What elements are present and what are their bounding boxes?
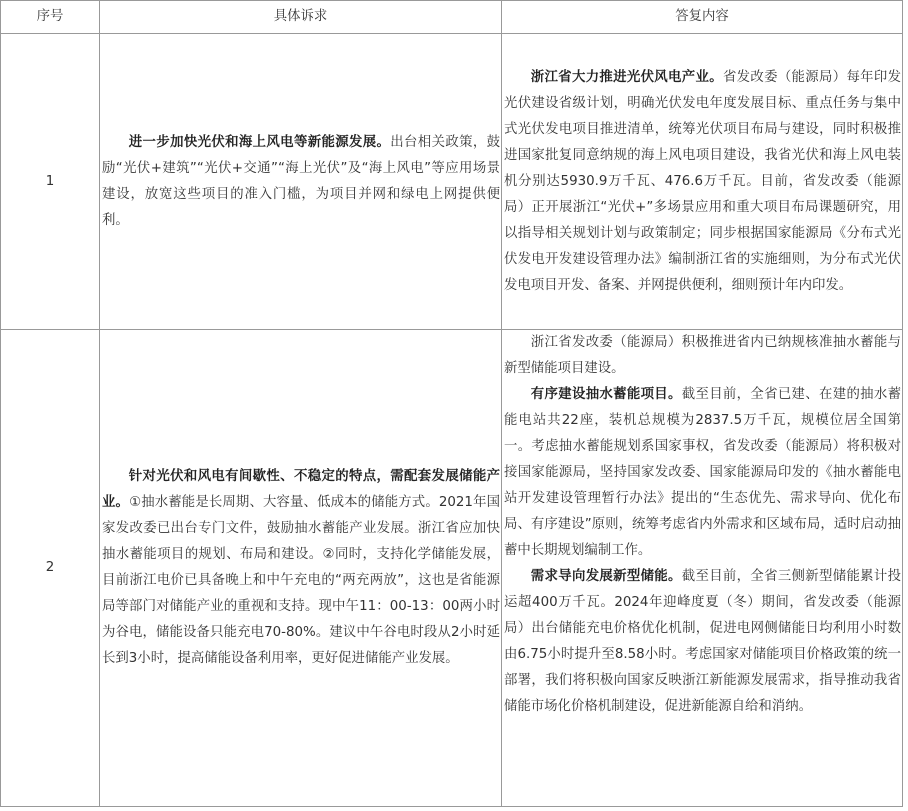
header-reply: 答复内容	[502, 1, 903, 34]
table-row	[1, 34, 903, 330]
reply-paragraph	[504, 382, 901, 564]
table-row	[1, 330, 903, 807]
reply-text: 浙江省发改委（能源局）积极推进省内已纳规核准抽水蓄能与新型储能项目建设。	[504, 335, 901, 376]
reply-heading: 浙江省大力推进光伏风电产业。	[530, 69, 723, 85]
reply-text: 截至目前，全省三侧新型储能累计投运超400万千瓦。2024年迎峰度夏（冬）期间，省发改委（能源局）出台储能充电价格优化机制，促进电网侧储能日均利用小时数由6.75小时提升至8.58小时。考虑国家对储能项目价格政策的统一部署，我们将积极向国家反映浙江新能源发展需求，指导推动我省储能市场化价格机制建设，促进新能源自给和消纳。	[504, 569, 902, 714]
header-request: 具体诉求	[100, 1, 502, 34]
request-cell	[100, 330, 502, 807]
reply-paragraph	[504, 330, 901, 382]
request-heading: 进一步加快光伏和海上风电等新能源发展。	[128, 134, 391, 150]
reply-paragraph	[504, 65, 901, 299]
row-index: 1	[1, 34, 100, 330]
request-paragraph	[102, 130, 500, 234]
reply-heading: 有序建设抽水蓄能项目。	[530, 387, 682, 402]
reply-text: 省发改委（能源局）每年印发光伏建设省级计划，明确光伏发电年度发展目标、重点任务与集中式光伏发电项目推进清单，统筹光伏项目布局与建设，同时积极推进国家批复同意纳规的海上风电项目建设，我省光伏和海上风电装机分别达5930.9万千瓦、476.6万千瓦。目前，省发改委（能源局）正开展浙江“光伏+”多场景应用和重大项目布局课题研究，用以指导相关规划计划与政策制定；同步根据国家能源局《分布式光伏发电开发建设管理办法》编制浙江省的实施细则，为分布式光伏发电项目开发、备案、并网提供便利，细则预计年内印发。	[504, 69, 902, 293]
reply-paragraph	[504, 564, 901, 720]
table-header-row	[1, 1, 903, 34]
reply-heading: 需求导向发展新型储能。	[530, 569, 682, 584]
header-index: 序号	[1, 1, 100, 34]
request-heading: 针对光伏和风电有间歇性、不稳定的特点，需配套发展储能产业。	[102, 469, 500, 510]
request-paragraph	[102, 464, 500, 672]
request-text: 出台相关政策，鼓励“光伏+建筑”“光伏+交通”“海上光伏”及“海上风电”等应用场景建设，放宽这些项目的准入门槛，为项目并网和绿电上网提供便利。	[102, 134, 501, 228]
reply-text: 截至目前，全省已建、在建的抽水蓄能电站共22座，装机总规模为2837.5万千瓦，规模位居全国第一。考虑抽水蓄能规划系国家事权，省发改委（能源局）将积极对接国家能源局，坚持国家发改委、国家能源局印发的《抽水蓄能电站开发建设管理暂行办法》提出的“生态优先、需求导向、优化布局、有序建设”原则，统筹考虑省内外需求和区域布局，适时启动抽蓄中长期规划编制工作。	[504, 387, 902, 558]
request-cell	[100, 34, 502, 330]
reply-cell	[502, 330, 903, 807]
row-index: 2	[1, 330, 100, 807]
request-text: ①抽水蓄能是长周期、大容量、低成本的储能方式。2021年国家发改委已出台专门文件，鼓励抽水蓄能产业发展。浙江省应加快抽水蓄能项目的规划、布局和建设。②同时，支持化学储能发展，目前浙江电价已具备晚上和中午充电的“两充两放”，这也是省能源局等部门对储能产业的重视和支持。现中午11：00-13：00两小时为谷电，储能设备只能充电70-80%。建议中午谷电时段从2小时延长到3小时，提高储能设备利用率，更好促进储能产业发展。	[102, 495, 500, 666]
reply-cell	[502, 34, 903, 330]
